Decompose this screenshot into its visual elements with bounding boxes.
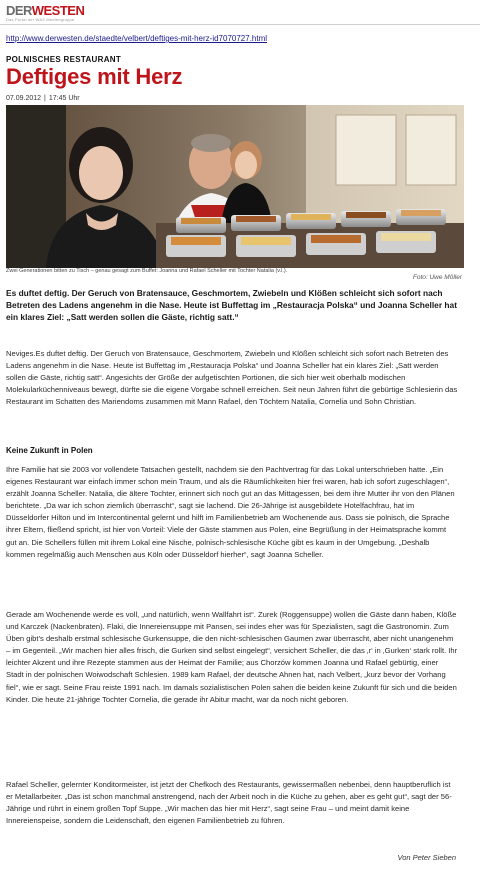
article-subhead: Keine Zukunft in Polen <box>6 446 93 455</box>
article-lead: Es duftet deftig. Der Geruch von Bratensauce, Geschmortem, Zwiebeln und Klößen schleicht sich sofort nach Betreten des Ladens angenehm in die Nase. Heute ist Buffettag im „Restauracja Polska“ und Joanna Scheller hat ein klares Ziel: „Satt werden sollen die Gäste, richtig satt.“ <box>6 288 457 323</box>
article-author: Von Peter Sieben <box>397 853 456 862</box>
article-photo <box>6 105 464 268</box>
logo-part-westen: WESTEN <box>31 3 85 18</box>
article-kicker: POLNISCHES RESTAURANT <box>6 55 122 64</box>
photo-caption: Zwei Generationen bitten zu Tisch – genau gesagt zum Buffet: Joanna und Rafael Scheller mit Tochter Natalia (v.l.). <box>6 268 288 274</box>
logo-tagline: Das Portal der WAZ Mediengruppe <box>6 17 75 22</box>
logo[interactable] <box>6 3 84 18</box>
article-date: 07.09.2012 <box>6 95 42 102</box>
article-url-link[interactable]: http://www.derwesten.de/staedte/velbert/deftiges-mit-herz-id7070727.html <box>6 34 268 43</box>
article-headline: Deftiges mit Herz <box>6 64 183 89</box>
article-dateline: 07.09.2012 | 17:45 Uhr <box>6 95 80 102</box>
article-paragraph-3: Gerade am Wochenende werde es voll, „und natürlich, wenn Wallfahrt ist“. Zurek (Roggensuppe) wollen die Gäste dann haben, Klöße und Karczek (Nackenbraten). Flaki, die Innereiensuppe mit Pansen, sei indes eher was für Spezialisten, sagt die Gastronomin. Zum Üben gibt’s deshalb erstmal schlesische Gurkensuppe, die den nicht-schlesischen Gaumen zwar überrascht, aber nicht unangenehm – im Gegenteil. „Wir machen hier alles frisch, die Gurken sind selbst eingelegt“, versichert Scheller, die das ‚r‘ in ‚Gurken‘ stark rollt. Ihr leichter Akzent und ihre Rezepte stammen aus der Heimat der Familie; aus Chorzów kommen Joanna und Rafael gebürtig, einer Stadt in der polnischen Woiwodschaft Schlesien. 1989 kam Rafael, der deutsche Ahnen hat, nach Velbert, „kurz bevor der Vorhang fiel“, wie er sagt. Seine Frau reiste 1991 nach. Im damals sozialistischen Polen sahen die beiden keine Zukunft für sich und die beiden Kinder. Die heute 21-jährige Tochter Cornelia, die gerade ihr Abitur macht, war da noch nicht geboren. <box>6 610 458 704</box>
photo-illustration <box>6 105 464 268</box>
article-time: 17:45 Uhr <box>48 95 80 102</box>
photo-credit: Foto: Uwe Möller <box>412 274 462 281</box>
header-divider <box>0 24 480 25</box>
logo-part-der: DER <box>6 3 32 18</box>
article-paragraph-4: Rafael Scheller, gelernter Konditormeister, ist jetzt der Chefkoch des Restaurants, gewissermaßen nebenbei, denn hauptberuflich ist er Metallarbeiter. „Das ist schon manchmal anstrengend, nach der Arbeit noch in die Küche zu gehen, aber es geht gut“, sagt der 56-Jährige und rührt in einem großen Topf Suppe. „Wir machen das hier mit Herz“, sagt seine Frau – und meint damit keine Innereienspeise, sondern die Leidenschaft, den eigenen Familienbetrieb zu führen. <box>6 780 452 826</box>
article-paragraph-2: Ihre Familie hat sie 2003 vor vollendete Tatsachen gestellt, nachdem sie den Pachtvertrag für das Lokal unterschrieben hatte. „Ein eigenes Restaurant war einfach immer schon mein Traum, und als die Räumlichkeiten hier frei waren, hab ich sofort zugeschlagen“, erzählt Joanna Scheller. Natalia, die ältere Tochter, erinnert sich noch gut an das Mittagessen, bei dem ihre Mutter ihr von den Plänen berichtete. „Da war ich schon ziemlich überrascht“, sagt sie lachend. Die 26-Jährige ist ausgebildete Hotelfachfrau, hat im Düsseldorfer Hilton und im Intercontinental gelernt und hilft im Familienbetrieb am Wochenende aus. Dass sie polnisch, die Sprache ihrer Eltern, fließend spricht, ist hier von Vorteil: Viele der Gäste stammen aus Polen, eine Begrüßung in der Heimatsprache kommt gut an. Die Schellers füllen mit ihrem Lokal eine Nische, polnisch-schlesische Küche gibt es kaum in der Umgebung. „Deshalb kommen regelmäßig auch Menschen aus Köln oder Düsseldorf hierher“, sagt Joanna Scheller. <box>6 465 455 559</box>
article-paragraph-1: Neviges.Es duftet deftig. Der Geruch von Bratensauce, Geschmortem, Zwiebeln und Klößen schleicht sich sofort nach Betreten des Ladens angenehm in die Nase. Heute ist Buffettag im „Restauracja Polska“ und Joanna Scheller hat ein klares Ziel: „Satt werden sollen die Gäste, richtig satt“. Angesichts der Größe der aufgetischten Portionen, die sich hier weit oberhalb modischen Molekularküchenniveaus bewegt, dürfte sie die eigene Vorgabe schnell erreichen. Seit neun Jahren führt die gebürtige Schlesierin das Restaurant im Schatten des Mariendoms zusammen mit Mann Rafael, den Töchtern Natalia, Cornelia und Sohn Christian. <box>6 349 458 407</box>
